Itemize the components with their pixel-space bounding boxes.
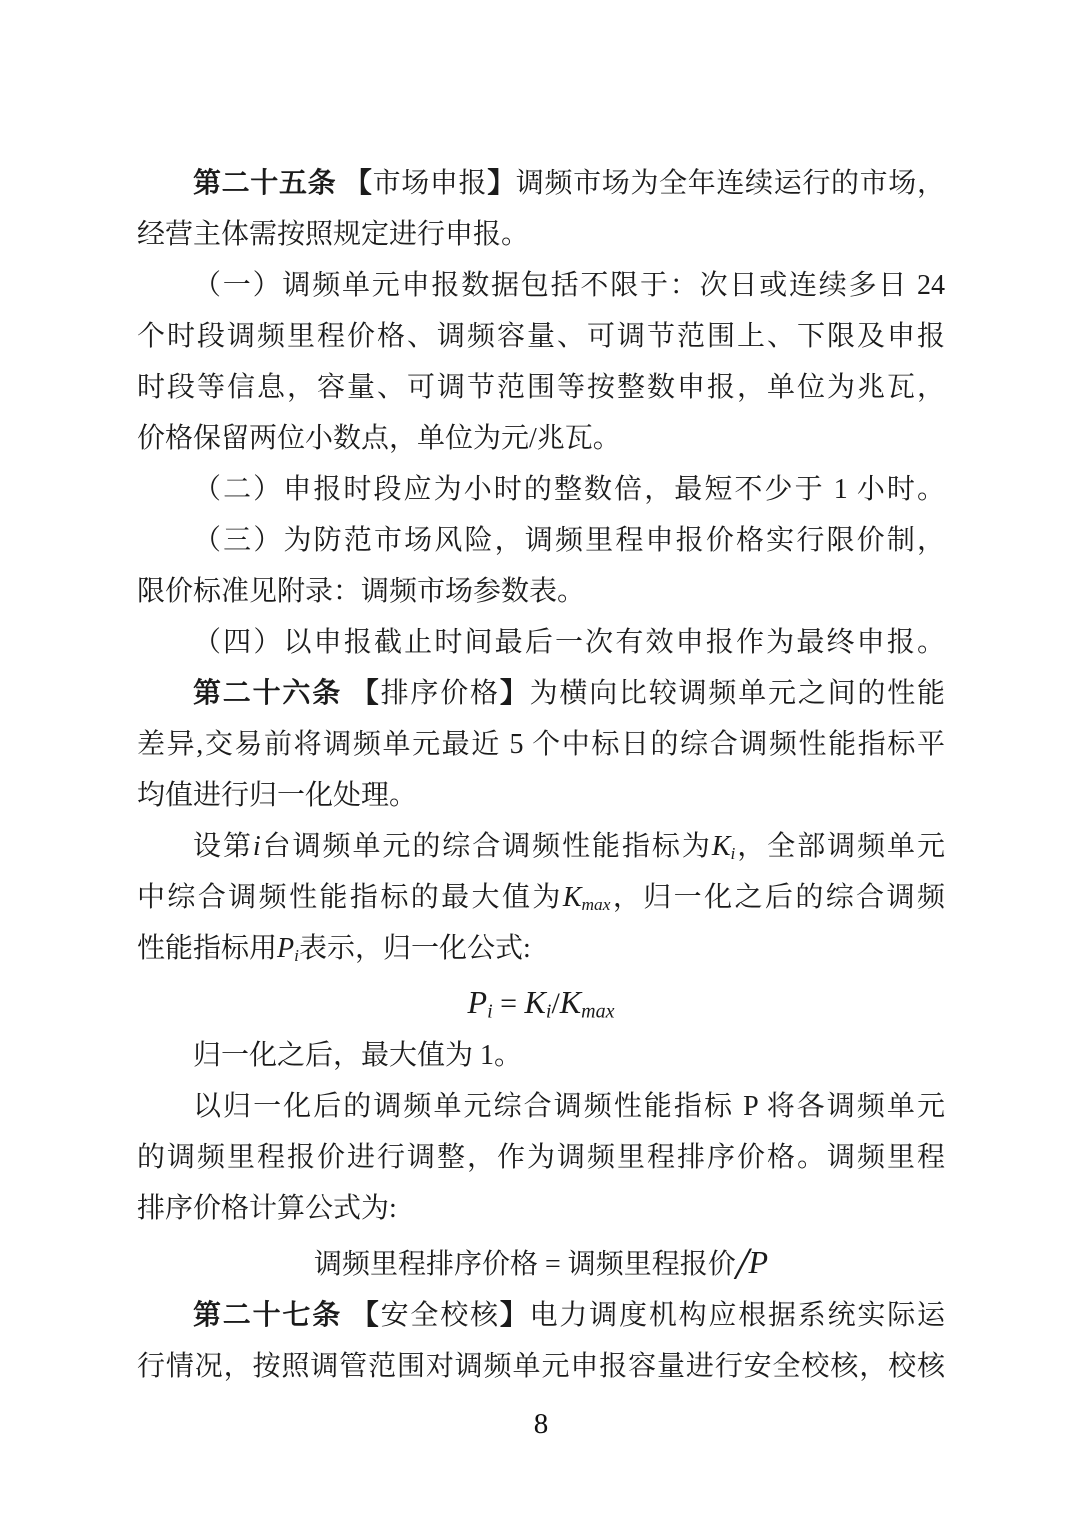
text-line: [137, 1341, 945, 1392]
text-segment: 【: [350, 1300, 381, 1331]
text-segment: 设第: [193, 831, 253, 862]
page-number: 8: [533, 1408, 549, 1440]
text-segment: 【: [343, 168, 373, 199]
text-line: [137, 1183, 945, 1234]
text-line: [137, 515, 945, 566]
text-segment: 电力调度机构应根据系统实际运: [529, 1300, 945, 1331]
text-segment: =: [492, 987, 525, 1020]
text-segment: 第二十七条: [193, 1300, 342, 1331]
text-line: [137, 821, 945, 872]
text-segment: 时段等信息，容量、可调节范围等按整数申报，单位为兆瓦，: [137, 372, 945, 403]
text-segment: 限价标准见附录：调频市场参数表。: [137, 576, 586, 607]
text-line: [137, 311, 945, 362]
text-segment: /: [735, 1237, 749, 1289]
text-line: [137, 566, 945, 617]
text-segment: i: [487, 1000, 493, 1023]
text-line: [137, 719, 945, 770]
text-segment: 归一化之后，最大值为 1。: [193, 1040, 523, 1071]
text-segment: max: [581, 894, 611, 914]
text-segment: 的调频里程报价进行调整，作为调频里程排序价格。调频里程: [137, 1142, 945, 1173]
text-segment: [342, 678, 351, 709]
text-segment: （一）调频单元申报数据包括不限于：次日或连续多日 24: [193, 270, 945, 301]
text-segment: K: [711, 831, 731, 862]
text-segment: 调频里程排序价格 = 调频里程报价: [313, 1249, 736, 1280]
text-line: [137, 1132, 945, 1183]
text-segment: P: [748, 1244, 769, 1280]
article-27-heading-line: [137, 1290, 945, 1341]
document-body: [137, 158, 945, 1440]
text-segment: （二）申报时段应为小时的整数倍，最短不少于 1 小时。: [193, 474, 945, 505]
text-segment: ，归一化之后的综合调频: [610, 882, 945, 913]
text-line: [137, 464, 945, 515]
text-segment: 均值进行归一化处理。: [137, 780, 418, 811]
text-segment: P: [467, 984, 488, 1020]
text-segment: 价格保留两位小数点，单位为元/兆瓦。: [137, 423, 621, 454]
text-line: [137, 209, 945, 260]
text-segment: i: [294, 945, 299, 965]
text-segment: i: [730, 843, 736, 863]
text-segment: 个时段调频里程价格、调频容量、可调节范围上、下限及申报: [137, 321, 945, 352]
text-segment: /: [551, 987, 560, 1020]
text-segment: i: [252, 831, 261, 862]
text-segment: [336, 168, 344, 199]
text-segment: 中综合调频性能指标的最大值为: [137, 882, 563, 913]
text-segment: 第二十五条: [193, 168, 337, 199]
text-segment: 】: [487, 168, 516, 199]
text-segment: 差异,交易前将调频单元最近 5 个中标日的综合调频性能指标平: [137, 729, 945, 760]
text-segment: 排序价格计算公式为:: [137, 1193, 397, 1224]
text-segment: 市场申报: [372, 168, 488, 199]
text-segment: 调频市场为全年连续运行的市场，: [515, 168, 945, 199]
text-segment: 台调频单元的综合调频性能指标为: [260, 831, 712, 862]
text-segment: K: [559, 984, 582, 1020]
text-segment: 以归一化后的调频单元综合调频性能指标 P 将各调频单元: [193, 1091, 945, 1122]
text-segment: 【: [350, 678, 381, 709]
text-line: [137, 872, 945, 923]
text-segment: 排序价格: [380, 678, 500, 709]
text-line: [137, 770, 945, 821]
text-segment: 行情况，按照调管范围对调频单元申报容量进行安全校核，校核: [137, 1351, 945, 1382]
text-segment: K: [524, 984, 546, 1020]
text-line: [137, 617, 945, 668]
text-segment: [342, 1300, 351, 1331]
text-line: [137, 260, 945, 311]
text-line: [137, 1081, 945, 1132]
text-segment: （三）为防范市场风险，调频里程申报价格实行限价制，: [193, 525, 945, 556]
article-25-heading-line: [137, 158, 945, 209]
text-segment: 】: [499, 1300, 530, 1331]
text-line: [137, 1030, 945, 1081]
text-segment: i: [545, 1000, 552, 1023]
text-segment: 】: [499, 678, 530, 709]
text-line: [137, 923, 945, 974]
text-line: [137, 413, 945, 464]
text-segment: （四）以申报截止时间最后一次有效申报作为最终申报。: [193, 627, 945, 658]
text-segment: 表示，归一化公式:: [298, 933, 531, 964]
mileage-price-formula-line: [137, 1234, 945, 1290]
text-segment: 第二十六条: [193, 678, 342, 709]
text-segment: 为横向比较调频单元之间的性能: [529, 678, 945, 709]
text-segment: K: [562, 882, 582, 913]
text-line: [137, 362, 945, 413]
text-segment: 安全校核: [380, 1300, 500, 1331]
text-segment: 性能指标用: [137, 933, 278, 964]
text-segment: ，全部调频单元: [735, 831, 945, 862]
text-segment: 经营主体需按照规定进行申报。: [137, 219, 530, 250]
article-26-heading-line: [137, 668, 945, 719]
text-segment: max: [581, 1000, 615, 1023]
normalization-formula-line: [137, 974, 945, 1030]
text-segment: P: [277, 933, 295, 964]
